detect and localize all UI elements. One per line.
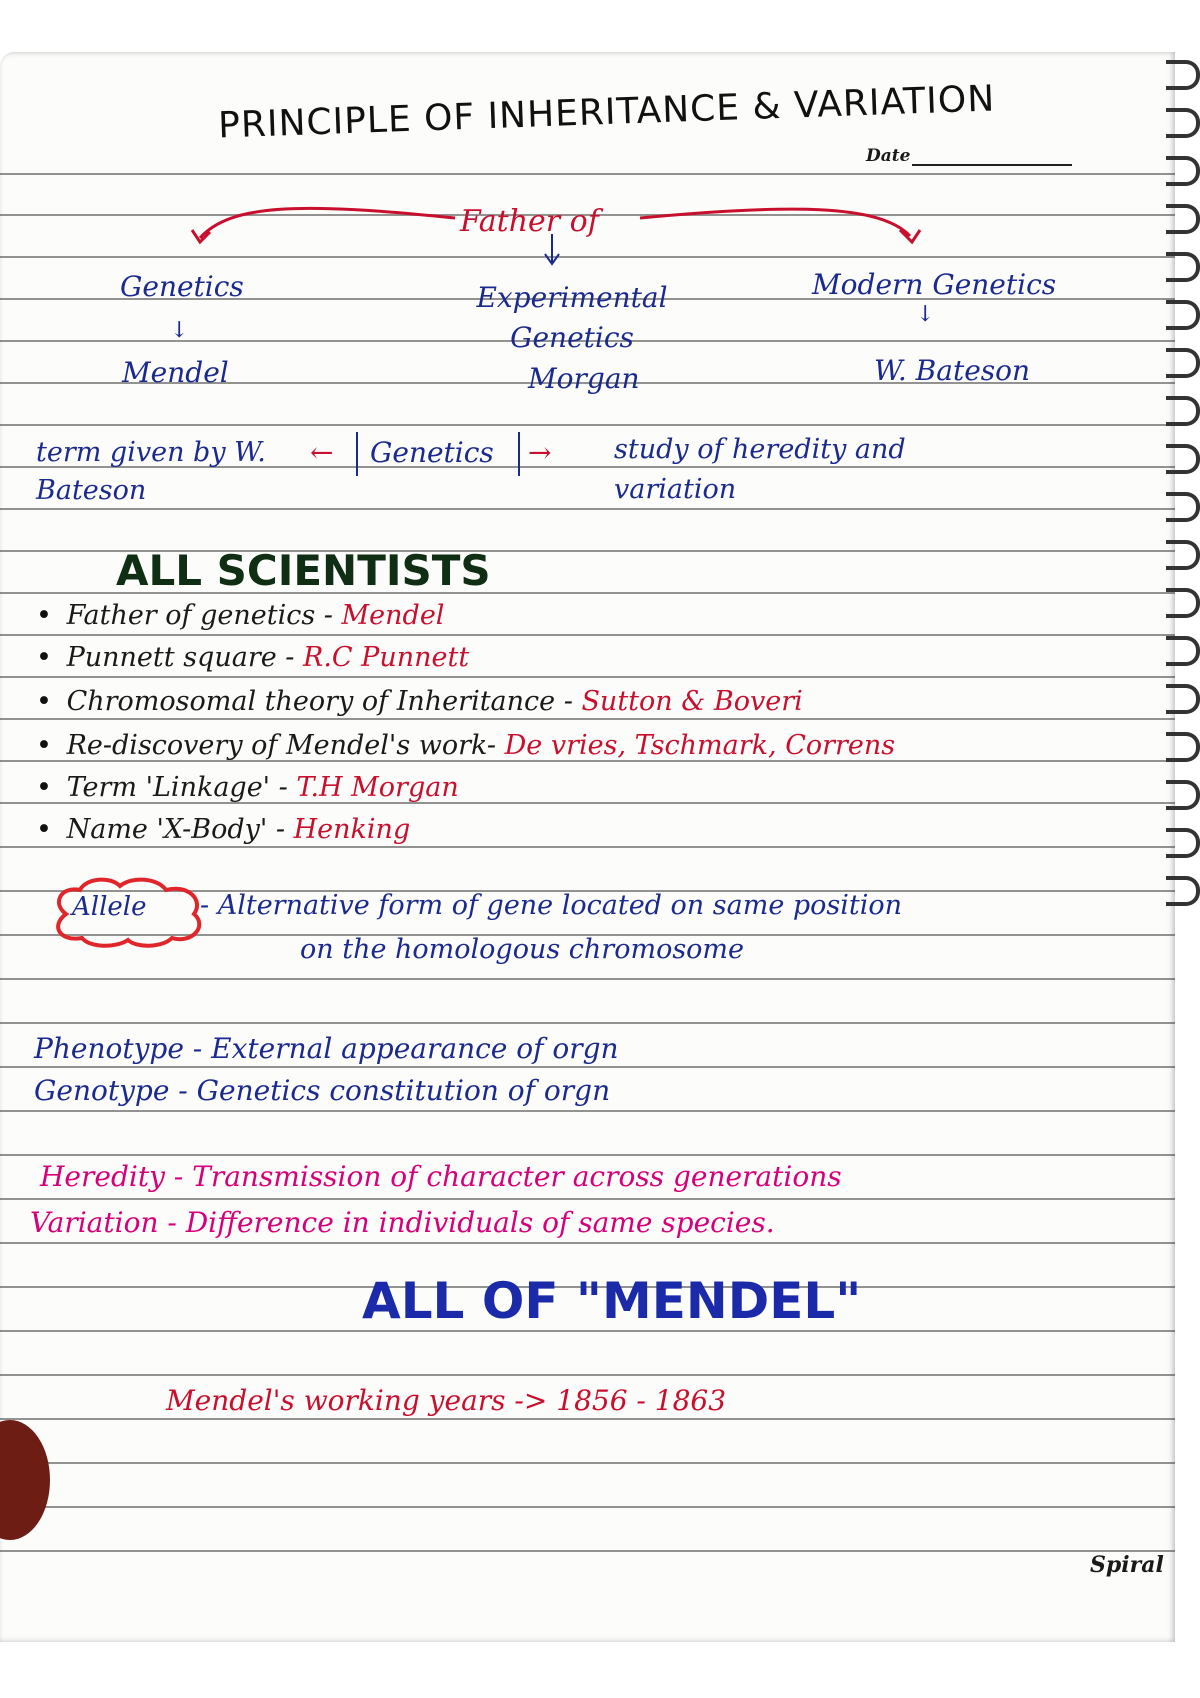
ruled-line (0, 1198, 1175, 1200)
ruled-line (0, 1022, 1175, 1024)
father-of-arrows (0, 190, 1200, 270)
genotype-definition: Genotype - Genetics constitution of orgn (34, 1074, 611, 1107)
ruled-line (0, 846, 1175, 848)
spiral-ring (1166, 828, 1200, 858)
date-label: Date (866, 146, 911, 166)
down-arrow-icon: ↓ (916, 302, 935, 327)
scientist-topic: Name 'X-Body' - (66, 814, 286, 845)
mendel-years-line (166, 1384, 726, 1417)
father-field-experimental: Experimental Genetics (476, 281, 668, 354)
spiral-ring (1166, 588, 1200, 618)
spiral-ring (1166, 684, 1200, 714)
father-person-mendel: Mendel (122, 356, 229, 389)
spiral-ring (1166, 348, 1200, 378)
scientist-item (36, 772, 459, 803)
father-field-modern: Modern Genetics (812, 268, 1057, 301)
scientist-name: Henking (293, 814, 411, 845)
spiral-ring (1166, 492, 1200, 522)
scientist-name: R.C Punnett (303, 642, 470, 673)
ruled-line (0, 1506, 1175, 1508)
scientist-topic: Father of genetics - (66, 600, 333, 631)
scientist-item (36, 730, 895, 761)
genetics-center-term: Genetics (370, 436, 494, 469)
mendel-years-range: 1856 - 1863 (556, 1384, 727, 1417)
ruled-line (0, 718, 1175, 720)
spiral-ring (1166, 300, 1200, 330)
scientist-topic: Chromosomal theory of Inheritance - (66, 686, 573, 717)
scientist-item (36, 814, 410, 845)
page-title: PRINCIPLE OF INHERITANCE & VARIATION (217, 78, 996, 147)
ruled-line (0, 978, 1175, 980)
spiral-ring (1166, 108, 1200, 138)
allele-definition-line2: on the homologous chromosome (300, 934, 745, 965)
mendel-years-label: Mendel's working years (166, 1384, 506, 1417)
genetics-term-origin: term given by W. Bateson (36, 437, 266, 506)
scientist-item (36, 686, 803, 717)
scientist-topic: Term 'Linkage' - (66, 772, 288, 803)
down-arrow-icon: ↓ (170, 318, 189, 343)
ruled-line (0, 676, 1175, 678)
father-of-label: Father of (460, 204, 599, 239)
scientist-name: T.H Morgan (296, 772, 459, 803)
ruled-line (0, 1242, 1175, 1244)
phenotype-definition: Phenotype - External appearance of orgn (34, 1032, 619, 1065)
ruled-line (0, 634, 1175, 636)
spiral-ring (1166, 444, 1200, 474)
ruled-line (0, 1154, 1175, 1156)
spiral-ring (1166, 876, 1200, 906)
father-person-bateson: W. Bateson (874, 354, 1031, 387)
heredity-definition: Heredity - Transmission of character across generations (40, 1160, 842, 1193)
allele-term: Allele (72, 892, 147, 922)
spiral-ring (1166, 780, 1200, 810)
scientist-topic: Re-discovery of Mendel's work- (66, 730, 497, 761)
left-arrow-icon: ← (310, 436, 334, 469)
scientist-name: Mendel (341, 600, 445, 631)
ruled-line (0, 1110, 1175, 1112)
spiral-ring (1166, 732, 1200, 762)
scientist-topic: Punnett square - (66, 642, 295, 673)
ruled-line (0, 1066, 1175, 1068)
variation-definition: Variation - Difference in individuals of same species. (30, 1206, 775, 1239)
scientist-item (36, 600, 444, 631)
spiral-ring (1166, 540, 1200, 570)
spiral-ring (1166, 396, 1200, 426)
spiral-ring (1166, 636, 1200, 666)
ruled-line (0, 1374, 1175, 1376)
father-field-genetics: Genetics (120, 270, 244, 303)
spiral-ring (1166, 60, 1200, 90)
allele-definition: - Alternative form of gene located on same position (200, 890, 903, 921)
ruled-line (0, 1462, 1175, 1464)
all-of-mendel-heading: ALL OF "MENDEL" (362, 1272, 862, 1330)
genetics-definition: study of heredity and variation (614, 434, 906, 505)
ruled-line (0, 1550, 1175, 1552)
scientist-name: De vries, Tschmark, Correns (504, 730, 896, 761)
notebook-brand-logo: Spiral (1090, 1552, 1164, 1578)
ruled-line (0, 424, 1175, 426)
scientist-name: Sutton & Boveri (581, 686, 803, 717)
ruled-line (0, 173, 1175, 175)
mendel-years-arrow: -> (514, 1384, 548, 1417)
father-person-morgan: Morgan (528, 362, 640, 395)
top-margin (0, 0, 1200, 56)
scientists-heading: ALL SCIENTISTS (116, 546, 491, 595)
ruled-line (0, 1330, 1175, 1332)
date-underline (912, 164, 1072, 166)
spiral-ring (1166, 156, 1200, 186)
right-arrow-icon: → (528, 436, 552, 469)
ruled-line (0, 1418, 1175, 1420)
scientist-item (36, 642, 469, 673)
